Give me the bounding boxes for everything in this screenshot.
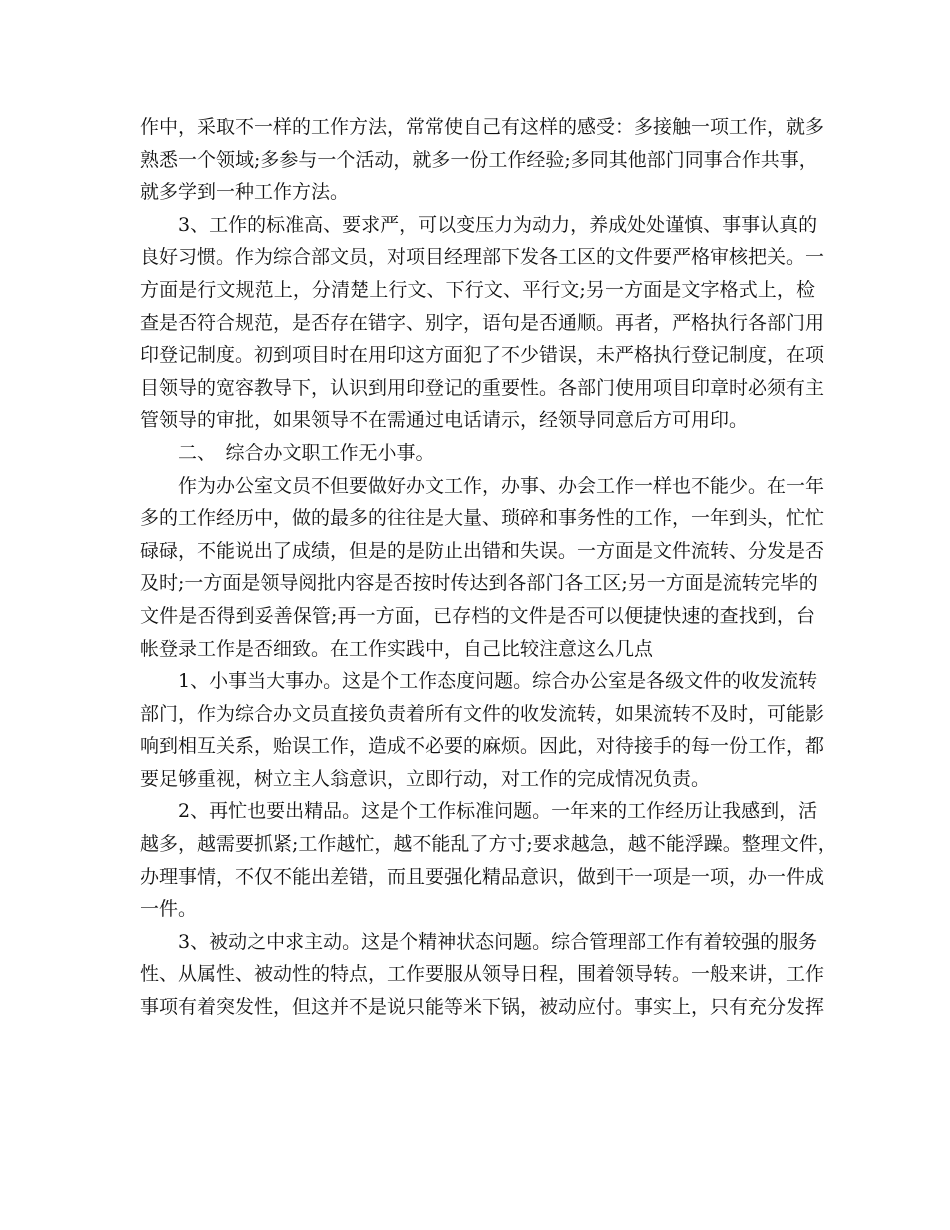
text-line: 多的工作经历中，做的最多的往往是大量、琐碎和事务性的工作，一年到头，忙忙: [140, 507, 825, 530]
paragraph: [140, 209, 825, 437]
text-line: 性、从属性、被动性的特点，工作要服从领导日程，围着领导转。一般来讲，工作: [140, 963, 825, 986]
text-line: 作中，采取不一样的工作方法，常常使自己有这样的感受：多接触一项工作，就多: [140, 116, 825, 138]
paragraph: [140, 795, 837, 925]
text-line: 部门，作为综合办文员直接负责着所有文件的收发流转，如果流转不及时，可能影: [140, 702, 825, 725]
text-line: 就多学到一种工作方法。: [140, 181, 350, 204]
text-line: 二、 综合办文职工作无小事。: [140, 441, 435, 464]
text-line: 要足够重视，树立主人翁意识，立即行动，对工作的完成情况负责。: [140, 767, 711, 790]
paragraph: [140, 437, 815, 470]
text-line: 熟悉一个领域;多参与一个活动，就多一份工作经验;多同其他部门同事合作共事，: [140, 148, 818, 171]
paragraph: [140, 926, 825, 1024]
text-line: 2、再忙也要出精品。这是个工作标准问题。一年来的工作经历让我感到，活: [140, 800, 818, 823]
text-line: 办理事情，不仅不能出差错，而且要强化精品意识，做到干一项是一项，办一件成: [140, 865, 825, 888]
text-line: 管领导的审批，如果领导不在需通过电话请示，经领导同意后方可用印。: [140, 409, 749, 432]
text-line: 帐登录工作是否细致。在工作实践中，自己比较注意这么几点: [140, 637, 654, 660]
text-line: 1、小事当大事办。这是个工作态度问题。综合办公室是各级文件的收发流转: [140, 670, 818, 693]
text-line: 及时;一方面是领导阅批内容是否按时传达到各部门各工区;另一方面是流转完毕的: [140, 572, 818, 595]
text-line: 越多，越需要抓紧;工作越忙，越不能乱了方寸;要求越急，越不能浮躁。整理文件，: [140, 833, 837, 856]
text-line: 目领导的宽容教导下，认识到用印登记的重要性。各部门使用项目印章时必须有主: [140, 376, 825, 399]
text-line: 响到相互关系，贻误工作，造成不必要的麻烦。因此，对待接手的每一份工作，都: [140, 735, 825, 758]
document-body: [140, 111, 837, 1024]
paragraph: [140, 111, 825, 209]
text-line: 一件。: [140, 898, 198, 921]
text-line: 方面是行文规范上，分清楚上行文、下行文、平行文;另一方面是文字格式上，检: [140, 278, 815, 301]
text-line: 碌碌，不能说出了成绩，但是的是防止出错和失误。一方面是文件流转、分发是否: [140, 539, 825, 562]
text-line: 查是否符合规范，是否存在错字、别字，语句是否通顺。再者，严格执行各部门用: [140, 311, 825, 334]
text-line: 3、工作的标准高、要求严，可以变压力为动力，养成处处谨慎、事事认真的: [140, 213, 818, 236]
text-line: 印登记制度。初到项目时在用印这方面犯了不少错误，未严格执行登记制度，在项: [140, 344, 825, 367]
paragraph: [140, 665, 825, 795]
paragraph: [140, 470, 825, 666]
text-line: 良好习惯。作为综合部文员，对项目经理部下发各工区的文件要严格审核把关。一: [140, 246, 825, 269]
text-line: 事项有着突发性，但这并不是说只能等米下锅，被动应付。事实上，只有充分发挥: [140, 996, 825, 1019]
text-line: 作为办公室文员不但要做好办文工作，办事、办会工作一样也不能少。在一年: [140, 474, 825, 497]
text-line: 3、被动之中求主动。这是个精神状态问题。综合管理部工作有着较强的服务: [140, 930, 818, 953]
text-line: 文件是否得到妥善保管;再一方面，已存档的文件是否可以便捷快速的查找到，台: [140, 604, 815, 627]
